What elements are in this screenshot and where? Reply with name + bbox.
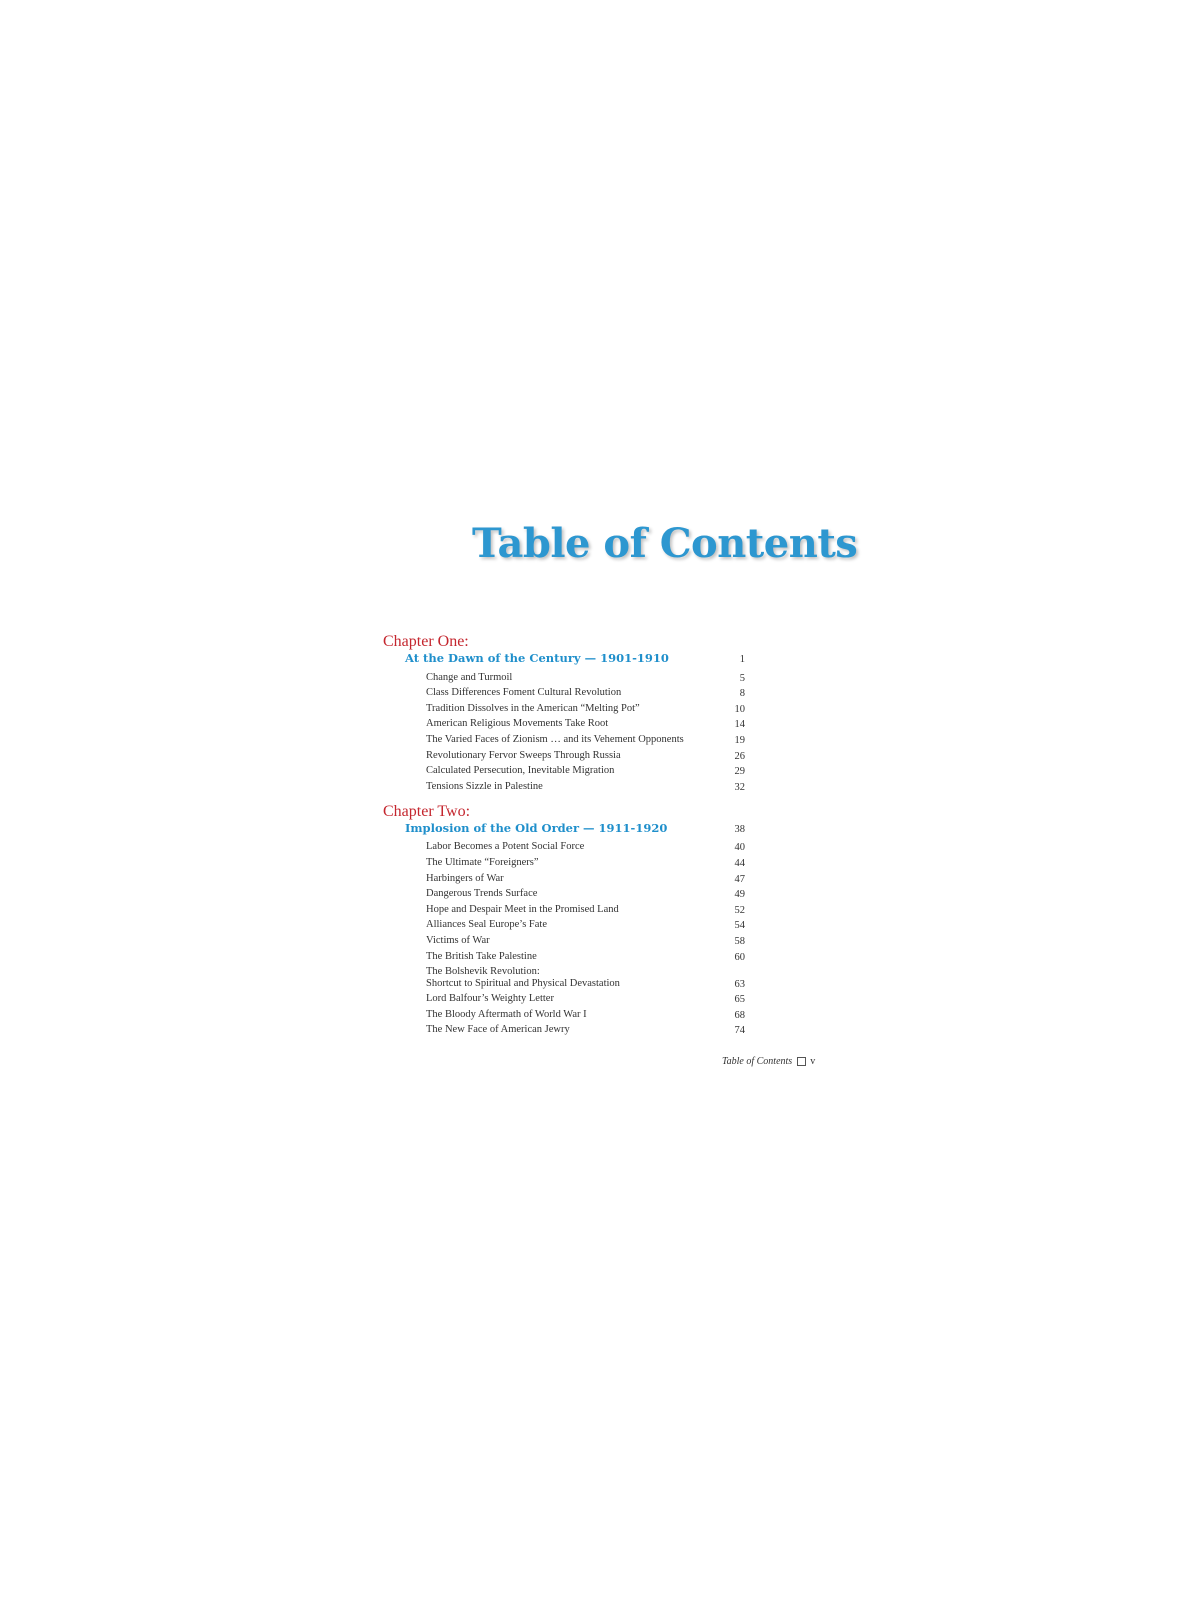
chapter-two [383,802,745,1037]
toc-entry[interactable] [383,838,745,854]
page-number: 60 [734,951,745,963]
toc-entry[interactable] [383,1021,745,1037]
toc-entry[interactable] [383,990,745,1006]
page-number: 19 [734,734,745,746]
toc-entry[interactable] [383,730,745,746]
toc-entry[interactable] [383,684,745,700]
toc-entry[interactable] [383,931,745,947]
page-number: 74 [734,1025,745,1037]
toc-entry[interactable] [383,699,745,715]
page-number: 47 [734,873,745,885]
entry-title: Change and Turmoil [426,671,513,683]
entry-title-line1: The Bolshevik Revolution: [426,965,540,977]
page-footer [722,1056,815,1067]
chapter-label: Chapter One: [383,633,469,650]
toc-entry[interactable] [383,715,745,731]
entry-title: Revolutionary Fervor Sweeps Through Russia [426,749,621,761]
entry-title: Dangerous Trends Surface [426,888,538,900]
page-number: 68 [734,1009,745,1021]
entry-title: Calculated Persecution, Inevitable Migration [426,765,615,777]
entry-title: American Religious Movements Take Root [426,718,609,730]
entry-title-line2: Shortcut to Spiritual and Physical Devastation [426,977,620,989]
entry-title: Tradition Dissolves in the American “Melting Pot” [426,702,640,714]
entry-title: Lord Balfour’s Weighty Letter [426,993,554,1005]
page-number: 65 [734,994,745,1006]
toc-entry[interactable] [383,853,745,869]
toc-entry[interactable] [383,762,745,778]
page-title: Table of Contents [472,520,858,567]
toc-entry[interactable] [383,947,745,963]
page-number: 26 [734,750,745,762]
page-number: 63 [734,978,745,990]
page-number: 58 [734,935,745,947]
toc-entry[interactable] [383,900,745,916]
page-number: 44 [734,857,745,869]
page-number: 29 [734,766,745,778]
page-number: 5 [739,672,745,684]
toc-entry[interactable] [383,869,745,885]
chapter-label: Chapter Two: [383,802,471,820]
toc-entry[interactable] [383,916,745,932]
toc-entry[interactable] [383,777,745,793]
entry-title [426,966,620,990]
chapter-heading: Implosion of the Old Order — 1911-1920 [405,820,668,835]
entry-title: Class Differences Foment Cultural Revolution [426,687,622,699]
entry-title: Alliances Seal Europe’s Fate [426,919,548,931]
page-number: 52 [734,904,745,916]
chapter-heading-row[interactable] [383,821,745,838]
entry-title: Labor Becomes a Potent Social Force [426,841,585,853]
page-number: 32 [734,781,745,793]
toc-entry[interactable] [383,746,745,762]
footer-label: Table of Contents [722,1056,793,1067]
entry-title: Victims of War [426,934,490,946]
toc-entry[interactable] [383,668,745,684]
page-number: 8 [739,688,745,700]
toc-entry[interactable] [383,1005,745,1021]
page-number: 1 [739,654,745,665]
entry-title: The Varied Faces of Zionism … and its Vehement Opponents [426,733,684,745]
entry-title: Tensions Sizzle in Palestine [426,780,543,792]
chapter-heading: At the Dawn of the Century — 1901-1910 [405,651,669,665]
folio-page-number: v [810,1056,816,1067]
section-list [383,838,745,1037]
page-number: 14 [734,719,745,731]
entry-title: The Ultimate “Foreigners” [426,856,539,868]
entry-title: Hope and Despair Meet in the Promised Land [426,903,619,915]
toc-entry[interactable] [383,885,745,901]
page-number: 38 [734,823,745,835]
chapter-heading-row[interactable] [383,651,745,668]
section-list [383,668,745,793]
toc-entry[interactable] [383,963,745,990]
chapter-one [383,632,745,793]
page-number: 54 [734,920,745,932]
entry-title: Harbingers of War [426,872,504,884]
square-ornament-icon [797,1057,806,1066]
entry-title: The New Face of American Jewry [426,1024,570,1036]
page-number: 40 [734,842,745,854]
toc-body [383,632,745,1045]
page-number: 10 [734,703,745,715]
entry-title: The British Take Palestine [426,950,537,962]
page-number: 49 [734,889,745,901]
entry-title: The Bloody Aftermath of World War I [426,1008,587,1020]
